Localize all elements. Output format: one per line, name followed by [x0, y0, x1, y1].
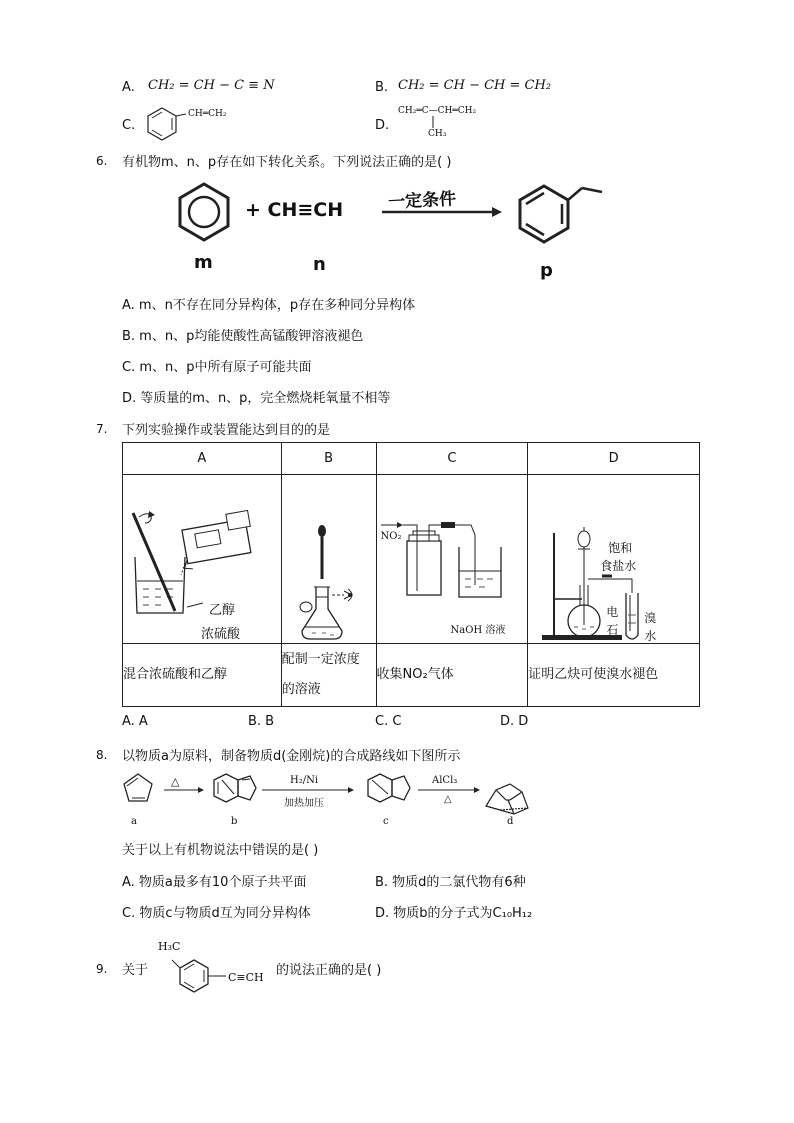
- label-brine: 食盐水: [600, 559, 637, 573]
- q6-label-p: p: [540, 260, 553, 281]
- label-bromine-1: 溴: [644, 611, 657, 625]
- styrene-p-structure: [520, 186, 602, 242]
- q6-label-m: m: [194, 252, 213, 273]
- q5-option-d-methyl: CH₃: [428, 129, 447, 139]
- q9-number: 9.: [96, 962, 108, 976]
- q9-methyl-group: H₃C: [158, 940, 181, 953]
- q6-label-n: n: [313, 254, 326, 275]
- q9-stem-suffix: 的说法正确的是( ): [276, 963, 382, 978]
- label-saturated: 饱和: [608, 541, 633, 555]
- q7-apparatus-a: [123, 475, 282, 644]
- q7-answer-a: A. A: [122, 714, 148, 729]
- q7-header-b: B: [281, 443, 376, 475]
- q7-caption-b-line1: 配制一定浓度: [281, 652, 360, 667]
- q8-option-d: D. 物质b的分子式为C₁₀H₁₂: [375, 906, 533, 921]
- q7-header-c: C: [376, 443, 528, 475]
- volumetric-flask-diagram: [282, 475, 376, 643]
- label-bromine-2: 水: [644, 629, 657, 643]
- q7-answer-d: D. D: [500, 714, 529, 729]
- label-carbide-2: 石: [606, 623, 619, 637]
- q7-experiment-table: [122, 442, 700, 707]
- q8-label-a: a: [131, 816, 137, 827]
- label-conc-sulfuric: 浓硫酸: [201, 627, 241, 642]
- q8-sub-stem: 关于以上有机物说法中错误的是( ): [122, 843, 319, 858]
- q5-option-d-label: D.: [375, 118, 390, 133]
- q6-option-c: C. m、n、p中所有原子可能共面: [122, 360, 312, 375]
- q7-number: 7.: [96, 422, 108, 436]
- q5-option-a-formula: CH₂ = CH − C ≡ N: [148, 78, 275, 93]
- q8-step1-condition: △: [171, 775, 180, 788]
- q7-apparatus-b: [281, 475, 376, 644]
- q5-option-d-chain: CH₂═C—CH═CH₂: [398, 106, 477, 116]
- q6-number: 6.: [96, 154, 108, 168]
- q6-arrow-label: 一定条件: [387, 189, 457, 213]
- q5-option-d-bond: [428, 116, 438, 130]
- compound-a-structure: [124, 774, 152, 801]
- q7-header-a: A: [123, 443, 282, 475]
- compound-c-structure: [368, 774, 410, 802]
- q7-apparatus-c: [376, 475, 528, 644]
- q6-reagent-n: + CH≡CH: [245, 199, 344, 221]
- q7-caption-d: 证明乙炔可使溴水褪色: [528, 644, 700, 707]
- q5-option-c-vinyl: CH═CH₂: [188, 109, 227, 119]
- benzene-m-structure: [180, 184, 228, 240]
- compound-d-structure: [486, 784, 528, 814]
- q8-label-c: c: [383, 816, 389, 827]
- q6-stem: 有机物m、n、p存在如下转化关系。下列说法正确的是( ): [122, 155, 452, 170]
- q8-label-b: b: [231, 816, 238, 827]
- q8-option-c: C. 物质c与物质d互为同分异构体: [122, 906, 311, 921]
- label-carbide-1: 电: [606, 605, 619, 619]
- q5-option-a-label: A.: [122, 80, 135, 95]
- q8-step2-condition: 加热加压: [284, 798, 324, 809]
- q7-apparatus-d: [528, 475, 700, 644]
- label-no2-gas: NO₂: [380, 531, 402, 542]
- label-naoh-solution: NaOH 溶液: [450, 625, 506, 636]
- q7-answer-c: C. C: [375, 714, 402, 729]
- q7-caption-a: 混合浓硫酸和乙醇: [123, 644, 282, 707]
- q9-stem-prefix: 关于: [122, 963, 149, 978]
- q5-option-b-formula: CH₂ = CH − CH = CH₂: [398, 78, 552, 93]
- q7-answer-b: B. B: [248, 714, 275, 729]
- q9-alkyne-group: C≡CH: [228, 971, 264, 984]
- q7-caption-b: [281, 644, 376, 707]
- q5-option-c-label: C.: [122, 118, 136, 133]
- q8-step3-reagent: AlCl₃: [432, 775, 458, 786]
- q8-option-b: B. 物质d的二氯代物有6种: [375, 875, 526, 890]
- q8-number: 8.: [96, 748, 108, 762]
- q6-option-a: A. m、n不存在同分异构体，p存在多种同分异构体: [122, 298, 416, 313]
- compound-b-structure: [214, 774, 256, 802]
- q8-label-d: d: [507, 816, 514, 827]
- q7-stem: 下列实验操作或装置能达到目的的是: [122, 423, 331, 438]
- q7-caption-c: 收集NO₂气体: [376, 644, 528, 707]
- q8-option-a: A. 物质a最多有10个原子共平面: [122, 875, 307, 890]
- q7-header-d: D: [528, 443, 700, 475]
- q5-option-b-label: B.: [375, 80, 389, 95]
- q8-step3-condition: △: [444, 794, 452, 805]
- q6-option-b: B. m、n、p均能使酸性高锰酸钾溶液褪色: [122, 329, 364, 344]
- mixing-beaker-diagram: [123, 475, 281, 643]
- q7-caption-b-line2: 的溶液: [281, 682, 321, 697]
- q6-option-d: D. 等质量的m、n、p，完全燃烧耗氧量不相等: [122, 391, 391, 406]
- q8-synthesis-route: [118, 770, 538, 830]
- label-ethanol: 乙醇: [209, 603, 236, 618]
- q8-stem: 以物质a为原料，制备物质d(金刚烷)的合成路线如下图所示: [122, 749, 461, 764]
- gas-collection-diagram: [377, 475, 528, 643]
- q8-step2-reagent: H₂/Ni: [290, 775, 319, 786]
